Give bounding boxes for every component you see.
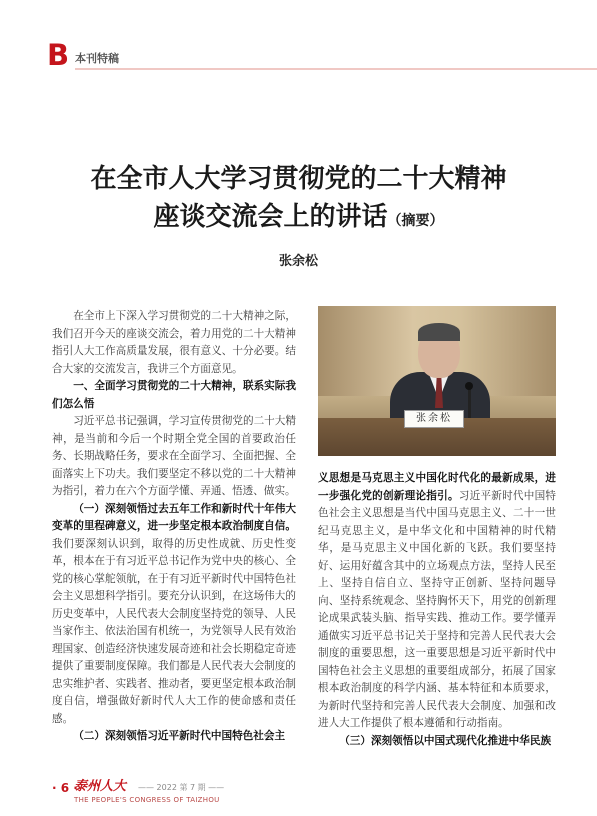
subsection-2-continued [318,470,556,733]
subsection-1-body: 我们要深刻认识到，取得的历史性成就、历史性变革，根本在于有习近平总书记作为党中央的核心、全党的核心掌舵领航，在于有习近平新时代中国特色社会主义思想科学指引。要充分认识到，在这场伟大的历史变革中，人民代表大会制度坚持党的领导、人民当家作主、依法治国有机统一，为党领导人民有效治理国家、创造经济快速发展奇迹和社会长期稳定奇迹提供了重要制度保障。我们都是人民代表大会制度的忠实维护者、实践者、推动者，要更坚定根本政治制度自信，增强做好新时代人大工作的使命感和责任感。 [52,537,296,725]
magazine-english-name: THE PEOPLE'S CONGRESS OF TAIZHOU [74,796,220,804]
article-title-note: （摘要） [387,213,444,229]
section-name: 本刊特稿 [75,52,119,65]
subsection-2-lead: （二）深刻领悟习近平新时代中国特色社会主 [73,730,286,742]
subsection-1 [52,501,296,729]
subsection-2-cont-lead: 义思想是马克思主义中国化时代化的最新成果，进一步强化党的创新理论指引。 [318,472,556,502]
section-heading-1: 一、全面学习贯彻党的二十大精神，联系实际我们怎么悟 [52,380,296,410]
left-column [52,308,296,746]
subsection-1-lead: （一）深刻领悟过去五年工作和新时代十年伟大变革的里程碑意义，进一步坚定根本政治制度自信。 [52,502,296,532]
microphone-icon [468,386,471,422]
paragraph-1: 习近平总书记强调，学习宣传贯彻党的二十大精神，是当前和今后一个时期全党全国的首要政治任务、长期战略任务，要求在全面学习、全面把握、全面落实上下功夫。我们要坚定不移以党的二十大精神为指引，着力在六个方面学懂、弄通、悟透、做实。 [52,415,296,497]
speaker-photo [318,306,556,456]
name-plate: 张余松 [404,410,464,428]
right-column [318,470,556,750]
article-title-line1: 在全市人大学习贯彻党的二十大精神 [90,164,507,194]
issue-label: —— 2022 第 7 期 —— [138,783,225,792]
magazine-name: 泰州人大 [74,779,127,794]
article-author: 张余松 [278,254,318,269]
subsection-3-lead: （三）深刻领悟以中国式现代化推进中华民族 [339,734,552,747]
header-divider [75,68,597,70]
intro-paragraph: 在全市上下深入学习贯彻党的二十大精神之际，我们召开今天的座谈交流会，着力用党的二十大精神指引人大工作高质量发展，很有意义、十分必要。结合大家的交流发言，我讲三个方面意见。 [52,310,296,375]
page-number: · 6 · [52,781,78,795]
subsection-2-body: 习近平新时代中国特色社会主义思想是当代中国马克思主义、二十一世纪马克思主义，是中华文化和中国精神的时代精华，是马克思主义中国化新的飞跃。我们要坚持好、运用好蕴含其中的立场观点方法，坚持人民至上、坚持自信自立、坚持守正创新、坚持问题导向、坚持系统观念、坚持胸怀天下，用党的创新理论成果武装头脑、指导实践、推动工作。要学懂弄通做实习近平总书记关于坚持和完善人民代表大会制度的重要思想，这一重要思想是习近平新时代中国特色社会主义思想的重要组成部分，拓展了国家根本政治制度的科学内涵、基本特征和本质要求，为新时代坚持和完善人民代表大会制度、加强和改进人大工作提供了根本遵循和行动指南。 [318,489,557,729]
section-logo-icon: B [47,38,70,72]
article-title-line2 [0,198,597,240]
article-title-main: 座谈交流会上的讲话 [153,202,388,232]
page-footer [52,780,312,810]
